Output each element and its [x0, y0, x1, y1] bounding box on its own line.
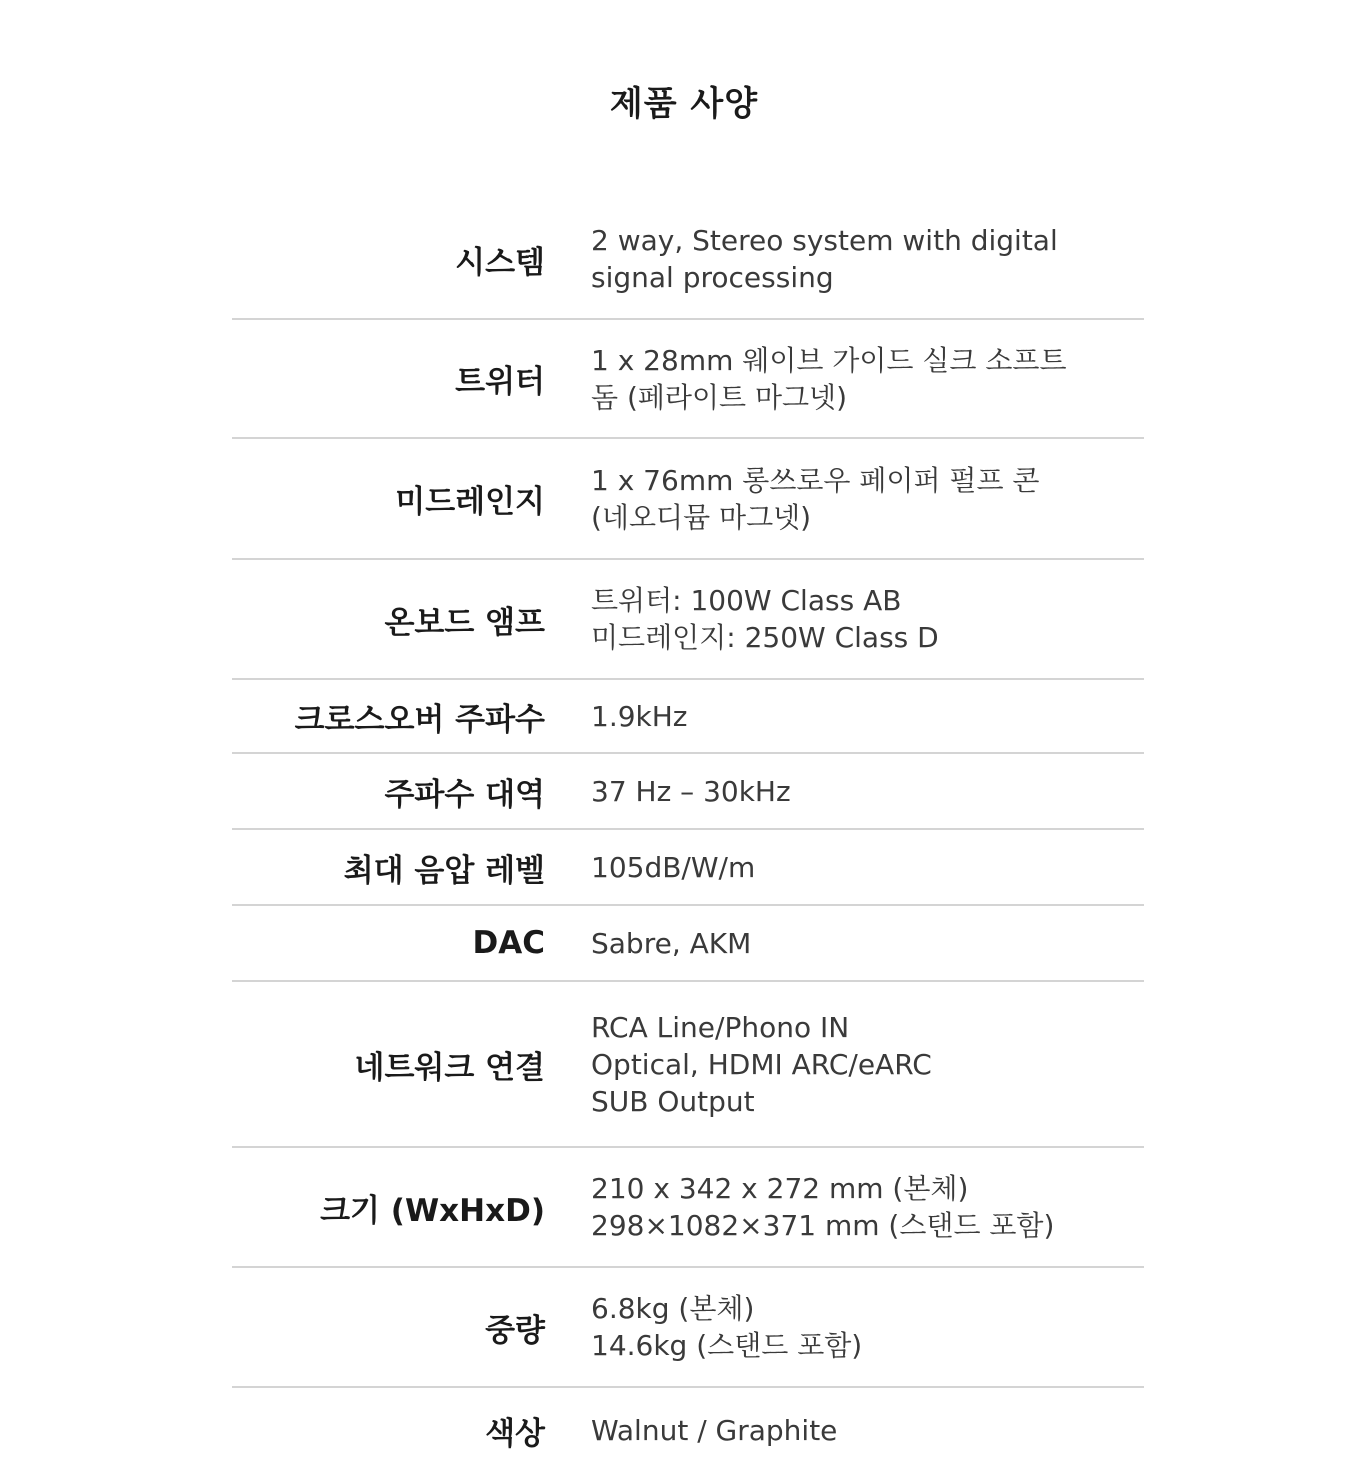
spec-value-line: 210 x 342 x 272 mm (본체)	[591, 1172, 969, 1205]
spec-table	[232, 200, 1144, 1472]
spec-value	[545, 698, 1144, 735]
spec-label: 중량	[485, 1312, 545, 1349]
spec-value	[545, 462, 1144, 536]
spec-row-onboard-amp	[232, 560, 1144, 680]
spec-label: 시스템	[455, 244, 545, 281]
spec-label: 최대 음압 레벨	[343, 852, 545, 889]
spec-row-crossover	[232, 680, 1144, 754]
spec-label: 온보드 앰프	[384, 604, 545, 641]
spec-value	[545, 1290, 1144, 1364]
spec-value-line: signal processing	[591, 261, 834, 294]
spec-value-line: 37 Hz – 30kHz	[591, 774, 791, 808]
spec-row-frequency-range	[232, 754, 1144, 830]
spec-value-line: 1 x 28mm 웨이브 가이드 실크 소프트	[591, 343, 1067, 377]
spec-value-line: RCA Line/Phono IN	[591, 1010, 850, 1044]
spec-value-line: 1.9kHz	[591, 699, 688, 733]
spec-label: 크로스오버 주파수	[294, 701, 545, 738]
spec-value	[545, 1412, 1144, 1449]
spec-value	[545, 222, 1144, 296]
spec-label: 트위터	[455, 364, 545, 400]
spec-row-network	[232, 982, 1144, 1148]
spec-value-line: 6.8kg (본체)	[591, 1292, 755, 1325]
spec-value	[545, 1009, 1144, 1120]
spec-row-color	[232, 1388, 1144, 1472]
spec-row-weight	[232, 1268, 1144, 1388]
spec-value	[545, 342, 1144, 416]
spec-value	[545, 1170, 1144, 1244]
spec-value-line: Optical, HDMI ARC/eARC	[591, 1047, 932, 1081]
spec-label: 크기 (WxHxD)	[320, 1192, 545, 1229]
spec-label: 미드레인지	[395, 484, 545, 520]
spec-value	[545, 925, 1144, 962]
spec-value-line: 14.6kg (스탠드 포함)	[591, 1329, 863, 1362]
spec-row-system	[232, 200, 1144, 320]
spec-label: 색상	[485, 1415, 545, 1452]
spec-row-dimensions	[232, 1148, 1144, 1268]
spec-label: DAC	[472, 925, 545, 961]
spec-label: 주파수 대역	[384, 776, 545, 813]
spec-row-dac	[232, 906, 1144, 982]
spec-value-line: Sabre, AKM	[591, 926, 752, 960]
spec-value-line: 트위터: 100W Class AB	[591, 584, 902, 617]
spec-value-line: 1 x 76mm 롱쓰로우 페이퍼 펄프 콘	[591, 463, 1040, 497]
spec-value-line: 2 way, Stereo system with digital	[591, 224, 1058, 257]
spec-value-line: Walnut / Graphite	[591, 1413, 838, 1447]
spec-value-line: 298×1082×371 mm (스탠드 포함)	[591, 1209, 1055, 1242]
spec-value-line: 미드레인지: 250W Class D	[591, 621, 939, 654]
spec-row-max-spl	[232, 830, 1144, 906]
spec-value	[545, 773, 1144, 810]
page-title: 제품 사양	[609, 84, 759, 124]
spec-value-line: (네오디뮴 마그넷)	[591, 500, 812, 534]
spec-row-tweeter	[232, 320, 1144, 439]
spec-label: 네트워크 연결	[354, 1049, 545, 1086]
spec-value	[545, 849, 1144, 886]
spec-value-line: SUB Output	[591, 1084, 755, 1118]
spec-value-line: 105dB/W/m	[591, 850, 756, 884]
spec-value-line: 돔 (페라이트 마그넷)	[591, 380, 848, 414]
spec-row-midrange	[232, 439, 1144, 560]
spec-value	[545, 582, 1144, 656]
